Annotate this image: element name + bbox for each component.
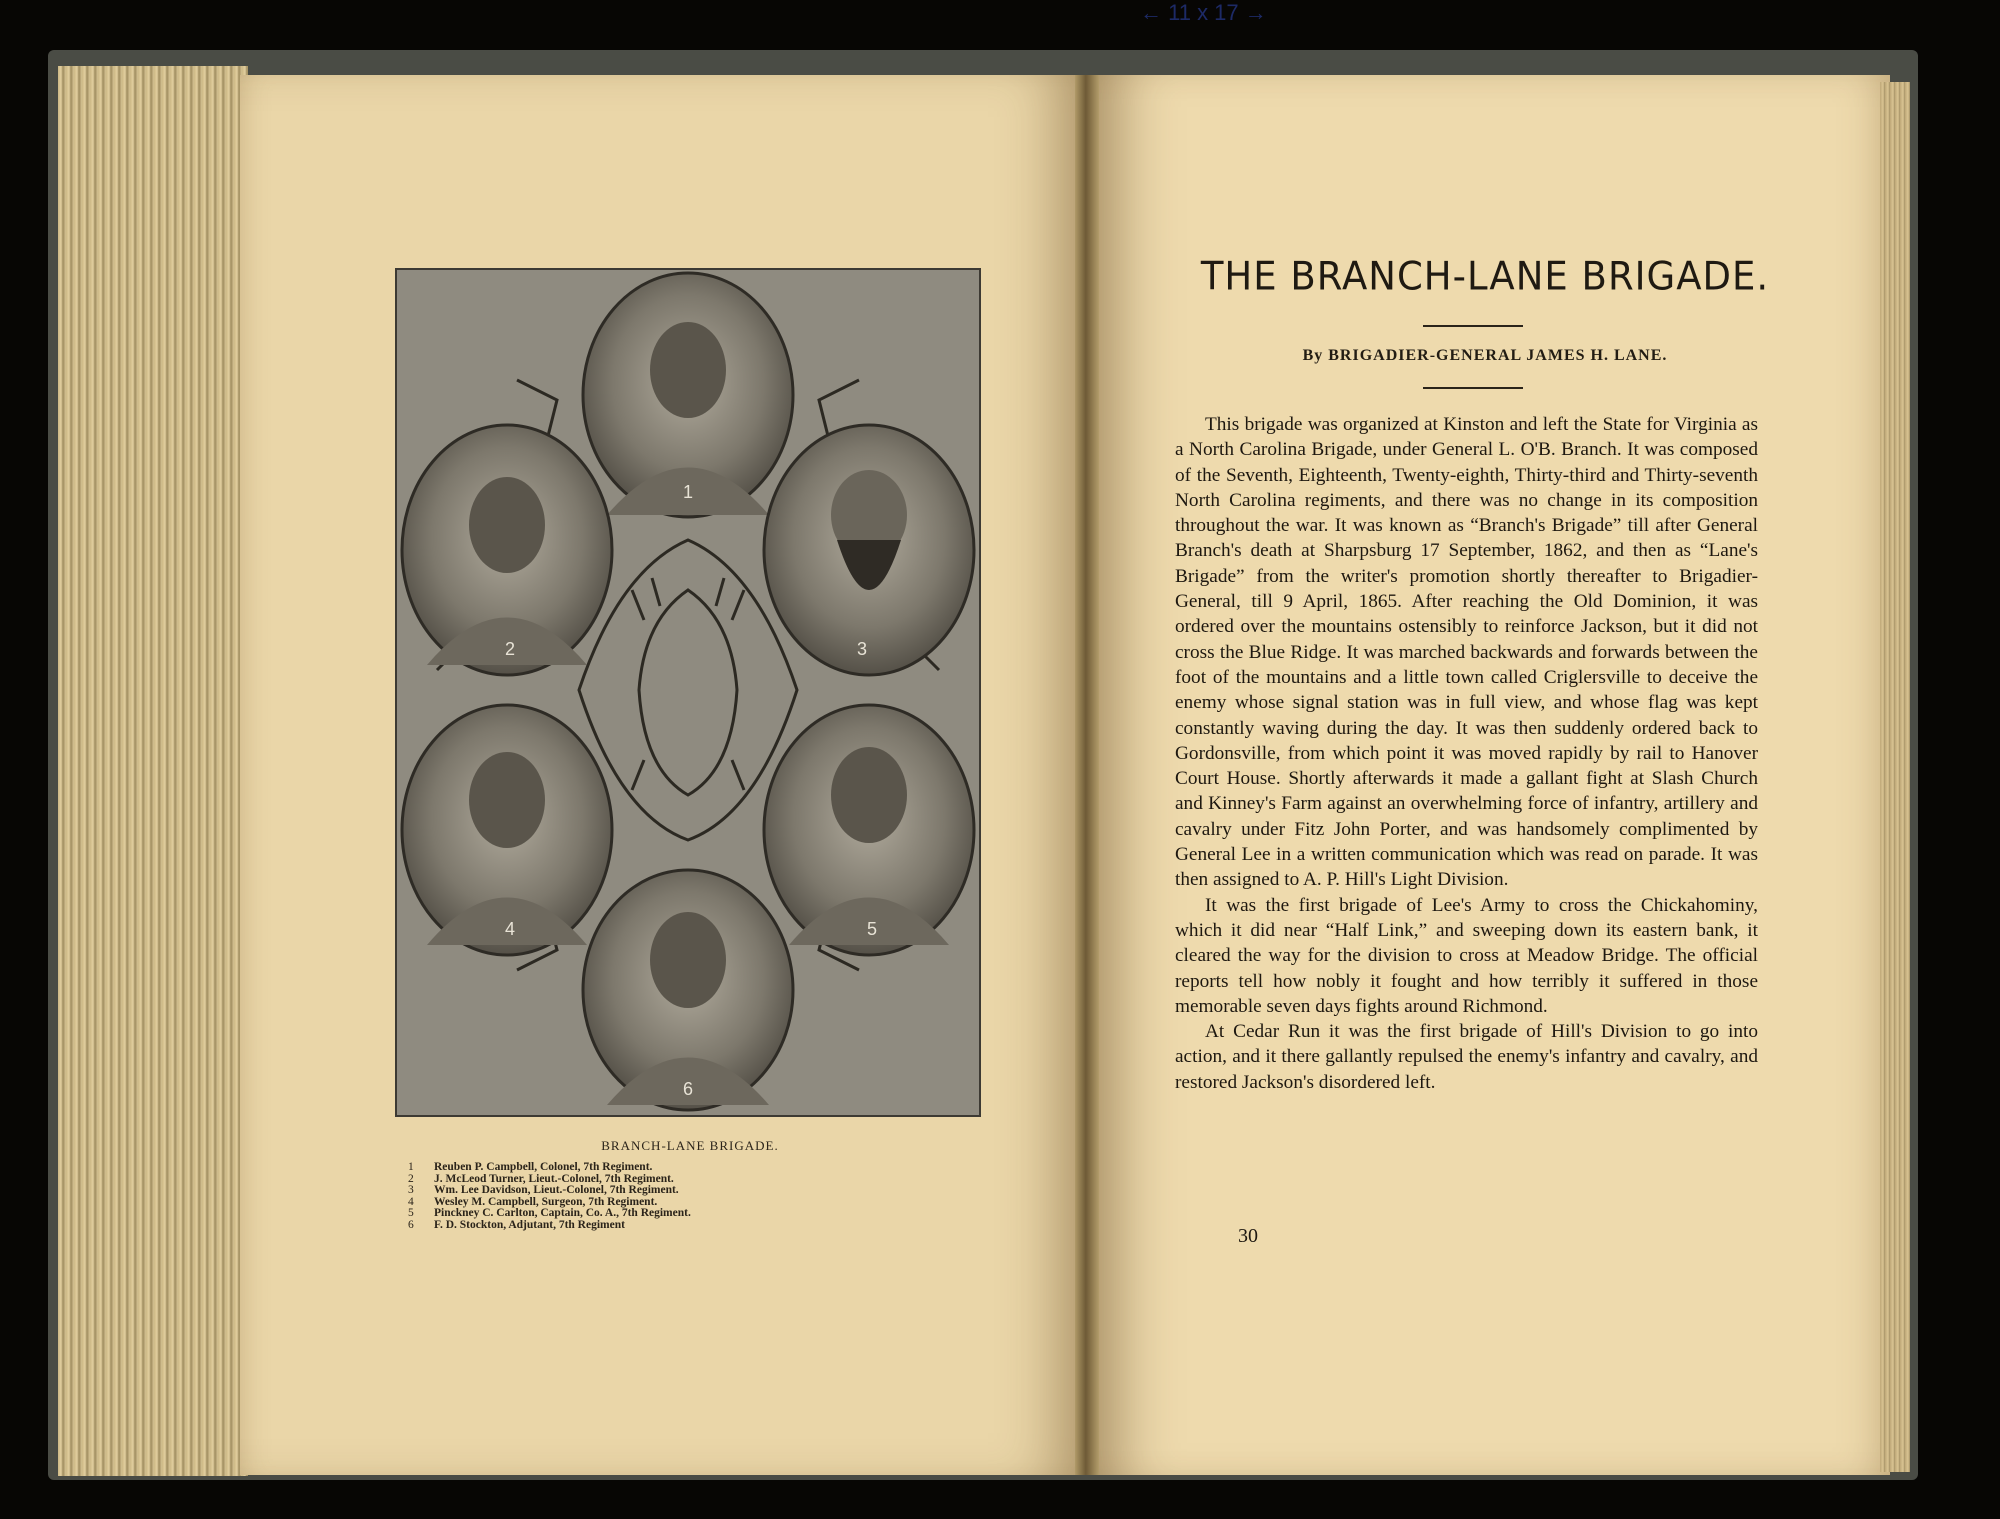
left-page-edges: [58, 66, 248, 1476]
plate-legend: [408, 1162, 968, 1231]
portrait-plate: [395, 268, 981, 1117]
svg-text:1: 1: [682, 482, 694, 502]
svg-text:2: 2: [504, 639, 516, 659]
legend-item: 5 Pinckney C. Carlton, Captain, Co. A., 7th Regiment.: [408, 1207, 691, 1219]
title-rule: [1423, 325, 1523, 327]
paragraph: It was the first brigade of Lee's Army to cross the Chickahominy, which it did near “Half Link,” and sweeping down its eastern bank, it cleared the way for the division to cross at Meadow Bridge. The official reports tell how nobly it fought and how terribly it suffered in those memorable seven days fights around Richmond.: [1175, 894, 1758, 1017]
byline-rule: [1423, 387, 1523, 389]
svg-text:5: 5: [866, 919, 878, 939]
svg-text:4: 4: [504, 919, 516, 939]
right-page-edges: [1880, 82, 1910, 1472]
paragraph: At Cedar Run it was the first brigade of Hill's Division to go into action, and it there gallantly repulsed the enemy's infantry and cavalry, and restored Jackson's disordered left.: [1175, 1021, 1758, 1093]
book-gutter: [1075, 75, 1099, 1475]
portrait-1: [583, 273, 793, 517]
legend-item: 6 F. D. Stockton, Adjutant, 7th Regiment: [408, 1218, 625, 1231]
top-scale-mark: ← 11 x 17 →: [1140, 0, 1267, 25]
portrait-5: [764, 705, 974, 955]
page-number: 30: [1238, 1225, 1258, 1247]
article-title: THE BRANCH-LANE BRIGADE.: [1200, 253, 1770, 300]
svg-text:3: 3: [856, 639, 868, 659]
legend-item: 3 Wm. Lee Davidson, Lieut.-Colonel, 7th Regiment.: [408, 1184, 679, 1196]
legend-item: 2 J. McLeod Turner, Lieut.-Colonel, 7th Regiment.: [408, 1172, 674, 1185]
portrait-2: [402, 425, 612, 675]
paragraph: This brigade was organized at Kinston and left the State for Virginia as a North Carolina Brigade, under General L. O'B. Branch. It was composed of the Seventh, Eighteenth, Twenty-eighth, Thirty-third and Thirty-seventh North Carolina regiments, and there was no change in its composition throughout the war. It was known as “Branch's Brigade” till after General Branch's death at Sharpsburg 17 September, 1862, and then as “Lane's Brigade” from the writer's promotion shortly thereafter to Brigadier-General, till 9 April, 1865. After reaching the Old Dominion, it was ordered over the mountains ostensibly to reinforce Jackson, but it did not cross the Blue Ridge. It was marched backwards and forwards between the foot of the mountains and a little town called Criglersville to deceive the enemy whose signal station was in full view, and whose flag was kept constantly waving during the day. It was then suddenly ordered back to Gordonsville, from which point it was moved rapidly by rail to Hanover Court House. Shortly afterwards it made a gallant fight at Slash Church and Kinney's Farm against an overwhelming force of infantry, artillery and cavalry under Fitz John Porter, and was handsomely complimented by General Lee in a written communication which was read on parade. It was then assigned to A. P. Hill's Light Division.: [1175, 414, 1758, 891]
portrait-plate-image: [397, 270, 979, 1115]
legend-item: 1 Reuben P. Campbell, Colonel, 7th Regiment.: [408, 1161, 653, 1173]
article-body: [1175, 412, 1758, 1095]
legend-item: 4 Wesley M. Campbell, Surgeon, 7th Regiment.: [408, 1195, 658, 1208]
portrait-3: [764, 425, 974, 675]
portrait-6: [583, 870, 793, 1110]
plate-caption: BRANCH-LANE BRIGADE.: [601, 1138, 779, 1153]
svg-text:6: 6: [682, 1079, 694, 1099]
portrait-4: [402, 705, 612, 955]
article-byline: By BRIGADIER-GENERAL JAMES H. LANE.: [1302, 347, 1668, 364]
